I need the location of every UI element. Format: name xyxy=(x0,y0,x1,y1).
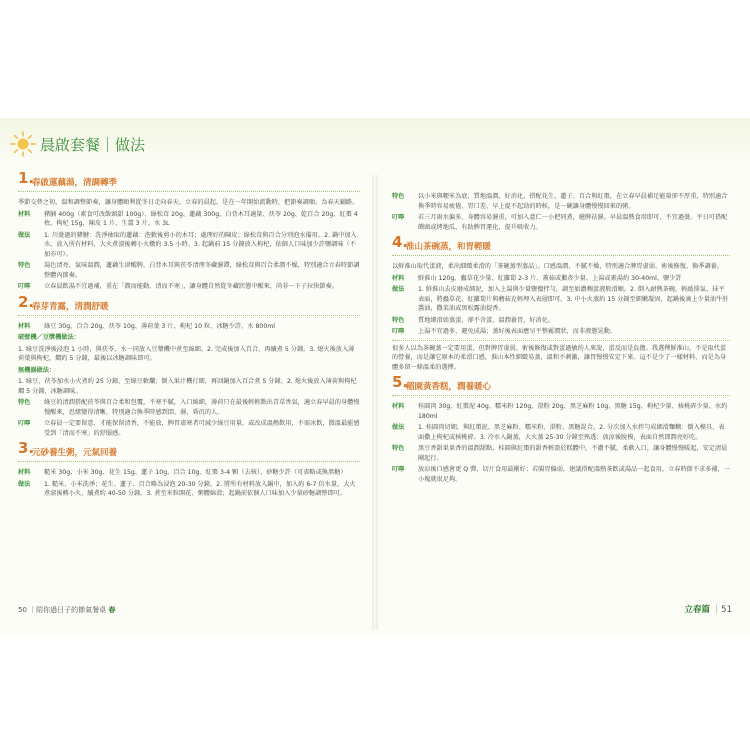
row-label: 特色 xyxy=(18,399,31,406)
recipe-row xyxy=(392,285,730,314)
section-title: 淮山茶碗蒸，和胃輕暖 xyxy=(406,242,492,252)
row-label: 材料 xyxy=(18,210,31,218)
section-title: 春啟蓮藕湯，清調轉季 xyxy=(32,178,118,188)
section-rule xyxy=(18,191,360,192)
row-text: 立春晨一定要留意，才能保留清香，不能放，脾胃虛寒者可減少綠豆用量，或改成溫熱飲用，不需冰飲，微溫最能感受到「清而不寒」的舒服感。 xyxy=(44,420,360,437)
row-text: 以小米與粳米為底，質地溫潤、好消化，搭配花生、蓮子、百合與紅棗，在立春早晨補足能量卻不厚重，特別適合換季時容易疲倦、胃口差、早上提不起勁的時候，是一碗讓身體慢慢回來的粥。 xyxy=(418,193,728,210)
row-label: 做法 xyxy=(392,286,405,293)
row-label: 做法 xyxy=(18,231,31,239)
section-number: 1. xyxy=(18,169,35,187)
right-page-column xyxy=(392,190,730,486)
row-text: 桂圓肉 30g、紅棗泥 40g、糯米粉 120g、澄粉 20g、黑芝麻粉 10g、黑糖 15g、枸杞少量、核桃碎少量、水約 180ml xyxy=(418,403,728,420)
section-intro: 季節交替之初，溫和調整節奏，讓身體順利從冬日走向春天。立春的晨起，是在一年開始流動時，把節奏調順、為春天鋪路。 xyxy=(18,199,359,206)
row-label: 材料 xyxy=(392,403,405,410)
row-label: 特色 xyxy=(392,445,405,452)
page-number: 51 xyxy=(721,605,732,615)
section-title: 稲園黃香糕，潤養暖心 xyxy=(406,382,492,392)
row-text: 黑豆香甜果果香的溫潤甜點，桂圓與紅棗的甜香輕盈於糕體中，不濃不膩，柔軟入口，讓身體慢慢暖起，安定清晨剛起行。 xyxy=(418,445,728,462)
recipe-row xyxy=(392,423,730,442)
row-text: 湯色清亮、氣味溫潤，蓮藕生津醒脾，白背木耳與茯苓清理冬藏濕滯，綠松茸與百合柔潤不燥，特別適合立春時節調整體內節奏。 xyxy=(44,262,360,279)
sun-icon xyxy=(10,131,36,157)
row-text: 1. 桂圓肉切細，與紅棗泥、黑芝麻粉、糯米粉、澄粉、黑糖混合。2. 分次加入水拌勻成細滑麵糊：倒入模具，表面撒上枸杞或核桃碎。3. 冷水入鍋蒸，大火蒸 25-30 分鐘至熟透；放涼後脫模，表面自然即潤亮好吃。 xyxy=(418,424,725,441)
section-rule xyxy=(18,461,360,462)
method-subheading: 無機器做法： xyxy=(18,366,56,374)
row-text: 放涼後口感會更 Q 彈，切片食用最剛好；若腸胃偏弱，建議搭配溫熱茶飲或湯品一起食用。立春時節不求多補，一小塊就很足夠。 xyxy=(418,466,730,483)
recipe-row xyxy=(392,327,730,337)
row-label: 叮嚀 xyxy=(392,214,405,221)
row-label: 特色 xyxy=(392,193,405,200)
recipe-row xyxy=(392,192,730,211)
section-rule xyxy=(392,395,730,396)
recipe-row xyxy=(18,398,360,417)
author-note: 很多人以為茶碗蒸一定要用蛋，但對脾胃虛弱、術後修復或對蛋過敏的人來說，蛋反而是負擔。我選擇鮮淮山，不是取代蛋的營養，而是讓它原本的柔滑口感，淮山本性細緻易蒸，溫和不刺激，讓胃慢慢安定下來。這不是少了一樣材料，而是為身體多留一條溫柔的選擇。 xyxy=(392,344,727,371)
left-page-column xyxy=(18,168,360,501)
section-heading xyxy=(18,169,360,192)
recipe-row xyxy=(18,261,360,280)
recipe-row xyxy=(392,213,730,232)
row-text: 1. 鮮淮山去皮磨成細泥，加入上湯與少量鹽攪拌勻，調至如濃稠蛋液般滑順。2. 倒入耐熱茶碗，輕敲排氣、抹平表面，將蟲草花、紅蘿蔔片與蘑菇克輕埋入表層即可。3. 中小火蒸約 15 分鐘至細嫩凝固，起鍋後滴上少量油牛肝醬油，撒菜油或黑松露油提香。 xyxy=(418,286,729,312)
row-label: 叮嚀 xyxy=(392,466,405,473)
method-text: 1. 綠豆洗淨後浸泡 1 小時，與茯苓、水一同放入豆漿機中煮至綿細。2. 完成後加入百合，再續煮 5 分鐘。3. 熄火後放入薄荷葉與枸杞，燜約 5 分鐘，最後以冰糖調味即可。 xyxy=(18,345,355,362)
recipe-row xyxy=(392,402,730,421)
recipe-row xyxy=(18,231,360,260)
chapter-label: 立春篇 xyxy=(684,605,710,615)
row-text: 立春晨飲湯不宜過補，重在「潤而能動、清而不寒」，讓身體自然從冬藏狀態中醒來，尚非一下子拉快節奏。 xyxy=(44,283,338,290)
section-number: 5. xyxy=(392,373,409,391)
row-text: 綠豆 30g、百合 20g、茯苓 10g、薄荷葉 3 片、枸杞 10 粒、冰糖少許、水 800ml xyxy=(44,322,276,330)
row-text: 1. 糙米、小米洗淨；花生、蓮子、百合略為浸泡 20-30 分鐘。2. 將所有材料放入鍋中，加入約 6-7 倍水量，大火煮滾後轉小火，續煮約 40-50 分鐘。3. 煮至米粒開花、粥體綿滑；起鍋前依個人口味加入少量砂糖調整即可。 xyxy=(44,480,356,497)
row-label: 材料 xyxy=(392,274,405,282)
row-text: 質地細滑如蒸蛋，卻不含蛋，溫潤養胃，好消化。 xyxy=(418,316,555,324)
section-title: 春芽青露，清潤舒暖 xyxy=(32,301,109,312)
recipe-row xyxy=(18,468,360,478)
method-subheading: 破壁機／豆漿機做法： xyxy=(18,334,80,341)
section-heading xyxy=(18,439,360,462)
season-label: 春 xyxy=(108,606,116,614)
row-label: 特色 xyxy=(392,316,405,324)
section-number: 4. xyxy=(392,233,409,251)
row-label: 材料 xyxy=(18,469,31,476)
section-heading xyxy=(18,292,360,316)
row-text: 鮮淮山 120g、蟲草花少量、紅蘿蔔 2-3 片、蓋菇或鵝杏少量、上湯或素湯約 30-40ml、鹽少許 xyxy=(418,274,682,282)
recipe-row xyxy=(392,444,730,463)
section-heading xyxy=(392,233,730,256)
recipe-row xyxy=(392,465,730,484)
section-number: 2. xyxy=(18,292,35,311)
recipe-row xyxy=(18,322,360,332)
row-label: 叮嚀 xyxy=(18,283,31,290)
recipe-row xyxy=(392,316,730,326)
recipe-row xyxy=(18,210,360,229)
row-label: 材料 xyxy=(18,322,31,330)
divider xyxy=(392,340,730,341)
section-rule xyxy=(392,255,730,256)
section-number: 3. xyxy=(18,439,35,457)
row-label: 特色 xyxy=(18,262,31,269)
book-title: 陪你過日子的節氣餐桌 xyxy=(36,606,107,614)
row-text: 1. 川燙過的豬腱：洗淨抽取的蓮藕：泡軟後剪小的木耳；處理好的陳皮；綠松茸與百合分別泡水備用。2. 鍋中加入水，放入所有材料，大火煮滾後轉小火燉約 3.5 小時。3. 起鍋前 15 分鐘放入枸杞，依個人口味加少許鹽調味（不加亦可）。 xyxy=(44,231,357,258)
row-text: 上湯不宜過多，避免成湯；蒸好後表面應呈平整霧潤狀，而非液態晃動。 xyxy=(418,328,616,335)
row-label: 叮嚀 xyxy=(392,328,405,335)
section-rule xyxy=(18,315,360,316)
page-number: 50 xyxy=(18,606,27,614)
row-label: 叮嚀 xyxy=(18,420,31,427)
section-title: 元砂養生粥，元氣回養 xyxy=(32,448,118,458)
recipe-row xyxy=(18,419,360,438)
row-label: 做法 xyxy=(18,480,31,488)
section-intro: 以鮮淮山取代蛋液，柔出細緻柔滑的「茶碗蒸型蒸品」。口感溫潤、不膩不燥，特別適合脾胃虛弱、術後修復、換季調養。 xyxy=(392,263,724,270)
row-text: 若三月雨水偏多、身體容易濕重，可加入薏仁一小把同煮，健脾祛濕。早晨溫熱食用即可，不宜過燙。平日可搭配饅頭或烤地瓜，有助脾胃運化，提升吸收力。 xyxy=(418,214,728,231)
method-text: 1. 綠豆、茯苓加水小火煮約 25 分鐘，至綠豆軟爛；倒入果汁機打細，再回鍋加入百合煮 5 分鐘。2. 熄火後放入薄荷與枸杞燜 5 分鐘，冰糖調味。 xyxy=(18,378,357,395)
page-title: 晨啟套餐｜做法 xyxy=(40,136,146,154)
row-text: 豬腩 400g（素食可改飯頭甜 100g）、綠松茸 20g、蓮藕 300g、白背木耳適量、茯苓 20g、乾百合 20g、紅棗 4 枚、枸杞 15g、陳皮 1 片、生薑 3 片、水 3L xyxy=(44,210,358,227)
left-footer: 50 ｜陪你過日子的節氣餐桌 春 xyxy=(18,606,116,614)
book-spine xyxy=(372,175,378,630)
row-label: 做法 xyxy=(392,424,405,431)
recipe-row xyxy=(18,282,360,292)
recipe-row xyxy=(392,274,730,284)
section-heading xyxy=(392,373,730,396)
row-text: 綠豆的清潤搭配茯苓與百合柔和包覆，不寒不膩，入口綿細，薄荷只在最後輕輕點出青草香氣，適立春早晨的身體慢慢醒來，思緒變得清晰，特別適合換季時感到悶、濕、昏沉的人。 xyxy=(44,399,360,416)
recipe-row xyxy=(18,480,360,499)
right-footer: 立春篇 ｜51 xyxy=(684,605,732,615)
row-text: 糙米 30g、小米 30g、花生 15g、蓮子 10g、百合 10g、紅棗 3-4 顆（去核）、砂糖少許（可省略或換黑糖） xyxy=(44,469,347,476)
